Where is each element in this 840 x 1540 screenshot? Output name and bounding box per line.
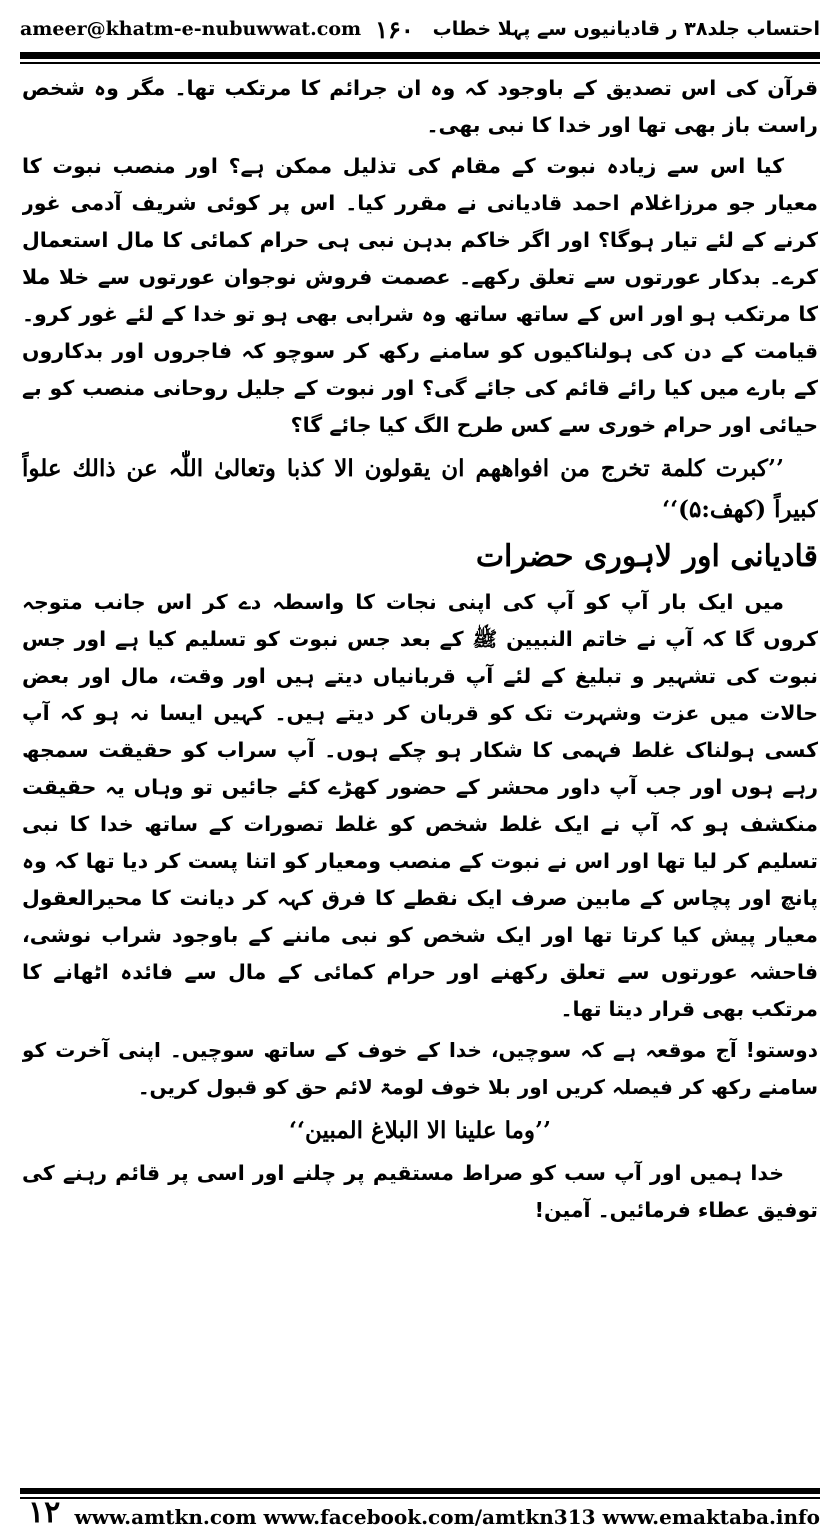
header-email: ameer@khatm-e-nubuwwat.com (20, 18, 362, 40)
paragraph-1: قرآن کی اس تصدیق کے باوجود کہ وہ ان جرائم کا مرتکب تھا۔ مگر وہ شخص راست باز بھی تھا اور خدا کا نبی بھی۔ (22, 76, 818, 137)
header-title: احتساب جلد۳۸ ر قادیانیوں سے پہلا خطاب (432, 18, 820, 40)
header-rule-thin (20, 62, 820, 64)
paragraph-3: میں ایک بار آپ کو آپ کی اپنی نجات کا واسطہ دے کر اس جانب متوجہ کروں گا کہ آپ نے خاتم النبیین ﷺ کے بعد جس نبوت کو تسلیم کیا ہے اور جس نبوت کی تشہیر و تبلیغ کے لئے آپ قربانیاں دیتے ہیں اور وقت، مال اور بعض حالات میں عزت وشہرت تک کو قربان کر دیتے ہیں۔ کہیں ایسا نہ ہو کہ آپ کسی ہولناک غلط فہمی کا شکار ہو چکے ہوں۔ آپ سراب کو حقیقت سمجھ رہے ہوں اور جب آپ داور محشر کے حضور کھڑے کئے جائیں تو وہاں یہ حقیقت منکشف ہو کہ آپ نے ایک غلط شخص کو غلط تصورات کے ساتھ خدا کا نبی تسلیم کر لیا تھا اور اس نے نبوت کے منصب ومعیار کو اتنا پست کر دیا تھا کہ وہ پانچ اور پچاس کے مابین صرف ایک نقطے کا فرق کہہ کر دیانت کا محیرالعقول معیار پیش کیا کرتا تھا اور ایک شخص کو نبی ماننے کے باوجود شراب نوشی، فاحشہ عورتوں سے تعلق رکھنے اور حرام کمائی کے مال سے فائدہ اٹھانے کا مرتکب بھی قرار دیتا تھا۔ (22, 590, 818, 1021)
header-left (20, 15, 414, 44)
footer-rule-thick (20, 1488, 820, 1494)
footer-links: www.amtkn.com www.facebook.com/amtkn313 www.emaktaba.info (74, 1505, 820, 1529)
paragraph-4: دوستو! آج موقعہ ہے کہ سوچیں، خدا کے خوف کے ساتھ سوچیں۔ اپنی آخرت کو سامنے رکھ کر فیصلہ کریں اور بلا خوف لومۃ لائم حق کو قبول کریں۔ (22, 1038, 818, 1099)
page-header (20, 12, 820, 46)
paragraph-5: خدا ہمیں اور آپ سب کو صراط مستقیم پر چلنے اور اسی پر قائم رہنے کی توفیق عطاء فرمائیں۔ آمین! (22, 1161, 818, 1222)
paragraph-2: کیا اس سے زیادہ نبوت کے مقام کی تذلیل ممکن ہے؟ اور منصب نبوت کا معیار جو مرزاغلام احمد قادیانی نے مقرر کیا۔ اس پر کوئی شریف آدمی غور کرنے کے لئے تیار ہوگا؟ اور اگر خاکم بدہن نبی ہی حرام کمائی کا مال استعمال کرے۔ بدکار عورتوں سے تعلق رکھے۔ عصمت فروش نوجوان عورتوں سے خلا ملا کا مرتکب ہو اور اس کے ساتھ ساتھ وہ شرابی بھی ہو تو خدا کے لئے غور کرو۔ قیامت کے دن کی ہولناکیوں کو سامنے رکھ کر سوچو کہ فاجروں اور بدکاروں کے بارے میں کیا رائے قائم کی جائے گی؟ اور نبوت کے جلیل روحانی منصب کو بے حیائی اور حرام خوری سے کس طرح الگ کیا جائے گا؟ (22, 154, 818, 437)
page-footer (20, 1488, 820, 1532)
header-page-number: ۱۶۰ (375, 14, 414, 44)
page-body (22, 70, 818, 1480)
quran-quote: ’’کبرت کلمة تخرج من افواههم ان یقولون الا کذبا وتعالیٰ اللّٰہ عن ذالك علواً کبیراً (کهف:۵)‘‘ (22, 455, 818, 523)
footer-rule-thin (20, 1497, 820, 1499)
closing-quote: ’’وما علینا الا البلاغ المبین‘‘ (288, 1117, 552, 1144)
header-rule-thick (20, 52, 820, 59)
footer-page-number: ۱۲ (28, 1495, 61, 1530)
section-heading: قادیانی اور لاہوری حضرات (475, 539, 818, 574)
